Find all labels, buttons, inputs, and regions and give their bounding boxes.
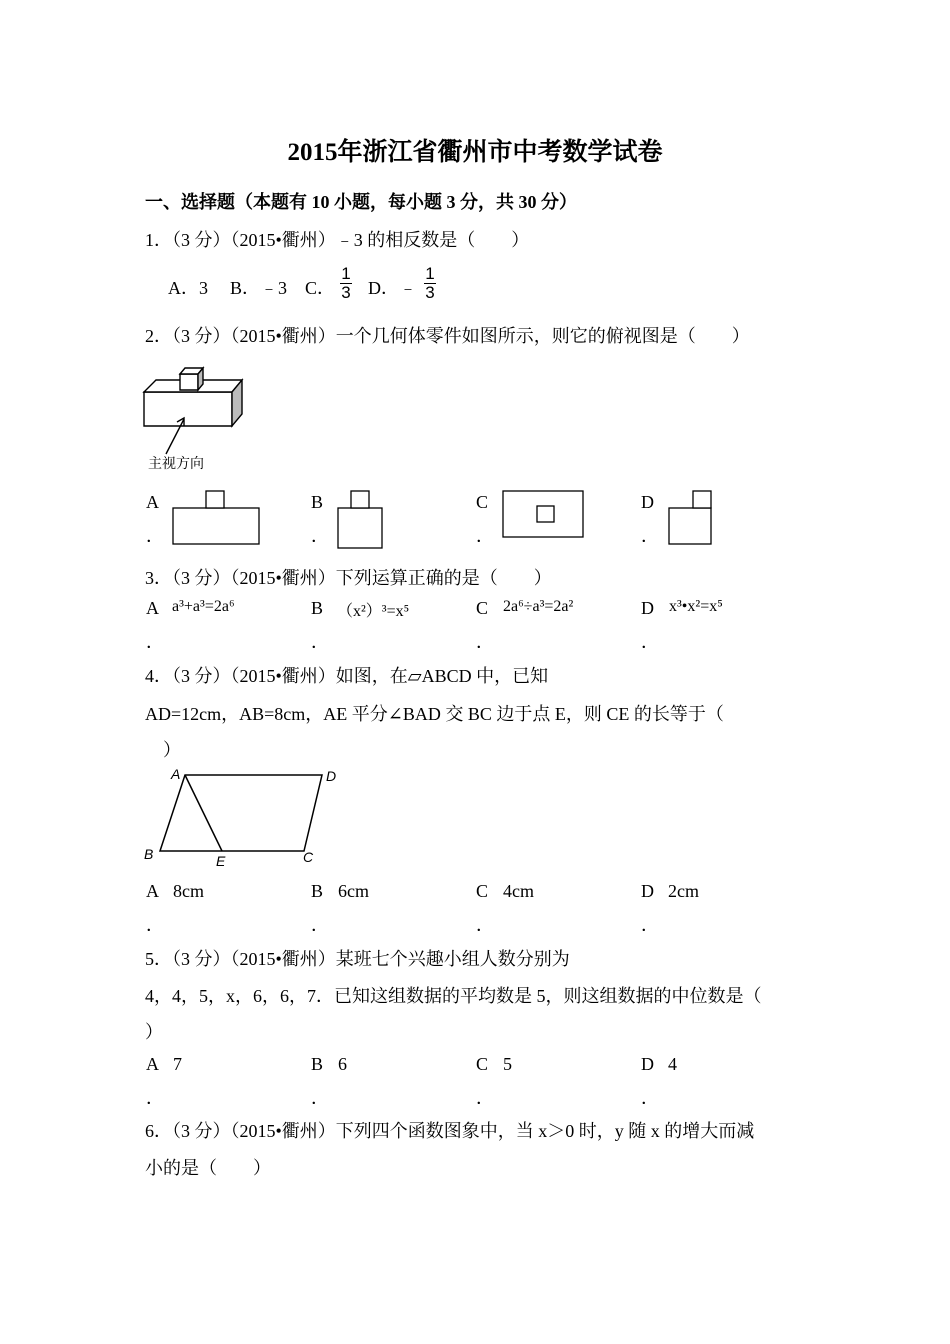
q3-option-c-letter: C [476,598,489,618]
q3-option-b-dot: ． [311,632,329,652]
q1-option-d: D．﹣ [368,278,417,298]
question-5-stem-line-1: 5．（3 分）（2015•衢州）某班七个兴趣小组人数分别为 [145,949,570,969]
q3-option-c-text: 2a⁶÷a³=2a² [503,598,574,615]
q5-option-a-dot: ． [146,1088,164,1108]
question-3-stem: 3．（3 分）（2015•衢州）下列运算正确的是（ ） [145,568,552,588]
q2-option-b-figure [334,488,386,552]
q5-option-d-dot: ． [641,1088,659,1108]
q4-parallelogram-figure [140,764,350,872]
q5-option-c-dot: ． [476,1088,494,1108]
q2-option-b-dot: ． [311,526,329,546]
q4-option-a-text: 8cm [173,881,204,901]
q1-option-b: B．﹣3 [230,278,288,298]
q4-option-b-letter: B [311,881,324,901]
q1-option-c-fraction [340,265,352,302]
vertex-b-label: B [144,846,154,862]
q2-option-d-dot: ． [641,526,659,546]
q3-option-a-text: a³+a³=2a⁶ [172,598,235,615]
q3-option-a-dot: ． [146,632,164,652]
vertex-a-label: A [171,766,181,782]
q5-option-c-letter: C [476,1054,489,1074]
vertex-c-label: C [303,849,314,865]
fraction-numerator: 1 [425,264,435,283]
point-e-label: E [216,853,226,869]
q4-option-b-text: 6cm [338,881,369,901]
fraction-denominator: 3 [341,283,351,302]
question-5-stem-line-2: 4，4，5，x，6，6，7．已知这组数据的平均数是 5，则这组数据的中位数是（ [145,986,762,1006]
q1-option-d-fraction [424,265,436,302]
q3-option-a-letter: A [146,598,159,618]
question-2-stem: 2．（3 分）（2015•衢州）一个几何体零件如图所示，则它的俯视图是（ ） [145,326,750,346]
q4-option-c-text: 4cm [503,881,534,901]
q5-option-b-text: 6 [338,1054,347,1074]
q5-option-c-text: 5 [503,1054,512,1074]
fraction-denominator: 3 [425,283,435,302]
parallelogram-abcd [160,775,322,851]
page-title: 2015年浙江省衢州市中考数学试卷 [287,139,663,166]
q4-option-d-text: 2cm [668,881,699,901]
q4-option-d-letter: D [641,881,654,901]
q2-option-c-figure [500,488,586,540]
question-5-stem-line-3: ） [145,1022,163,1042]
fraction-numerator: 1 [341,264,351,283]
q3-option-b-letter: B [311,598,324,618]
q2-option-d-figure [666,488,714,548]
q5-option-a-letter: A [146,1054,159,1074]
q3-option-d-letter: D [641,598,654,618]
q2-option-a-dot: ． [146,526,164,546]
q4-option-c-dot: ． [476,915,494,935]
q3-option-b-text: （x²）³=x⁵ [337,603,410,620]
q1-option-c: C． [305,278,336,298]
q4-option-c-letter: C [476,881,489,901]
vertex-d-label: D [326,768,337,784]
view-direction-label: 主视方向 [148,455,204,471]
q2-option-c-dot: ． [476,526,494,546]
q3-option-d-text: x³•x²=x⁵ [669,598,723,615]
q5-option-d-letter: D [641,1054,654,1074]
q4-option-a-letter: A [146,881,159,901]
q2-option-c-letter: C [476,492,489,512]
bisector-ae [185,775,222,851]
question-6-stem-line-2: 小的是（ ） [145,1158,271,1178]
question-6-stem-line-1: 6．（3 分）（2015•衢州）下列四个函数图象中，当 x＞0 时，y 随 x 的增大而减 [145,1121,755,1141]
q3-option-c-dot: ． [476,632,494,652]
q2-solid-figure [140,362,250,474]
q3-option-d-dot: ． [641,632,659,652]
q4-option-a-dot: ． [146,915,164,935]
question-1-stem: 1．（3 分）（2015•衢州）﹣3 的相反数是（ ） [145,230,530,250]
q2-option-d-letter: D [641,492,654,512]
cube-front-face [180,374,198,390]
q4-option-b-dot: ． [311,915,329,935]
section-heading: 一、选择题（本题有 10 小题，每小题 3 分，共 30 分） [145,192,577,212]
question-4-stem-line-2: AD=12cm，AB=8cm，AE 平分∠BAD 交 BC 边于点 E，则 CE 的长等于（ [145,704,724,724]
q2-option-a-figure [170,488,262,548]
q5-option-b-letter: B [311,1054,324,1074]
q2-option-b-letter: B [311,492,324,512]
q5-option-b-dot: ． [311,1088,329,1108]
q5-option-d-text: 4 [668,1054,677,1074]
box-front-face [144,392,232,426]
q5-option-a-text: 7 [173,1054,182,1074]
question-4-stem-line-3: ） [163,740,181,760]
q4-option-d-dot: ． [641,915,659,935]
q1-option-a: A．3 [168,278,208,298]
question-4-stem-line-1: 4．（3 分）（2015•衢州）如图，在▱ABCD 中，已知 [145,666,549,686]
q2-option-a-letter: A [146,492,159,512]
